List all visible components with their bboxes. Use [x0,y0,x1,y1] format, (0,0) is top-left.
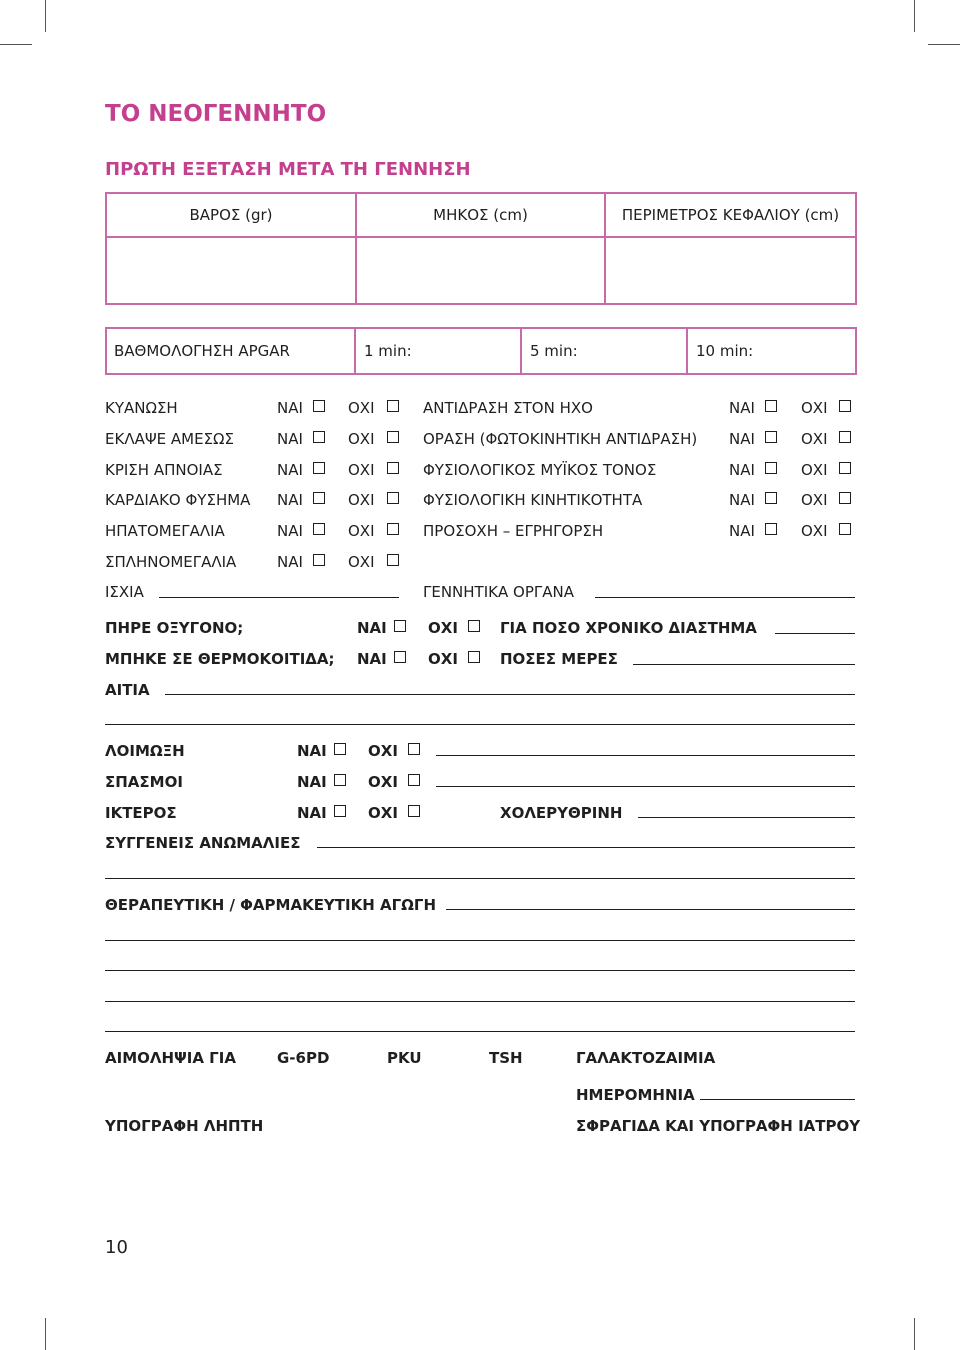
spasms-label: ΣΠΑΣΜΟΙ [105,773,183,791]
hip-input-line[interactable] [159,597,399,598]
no-label: ΟΧΙ [801,491,828,509]
apgar-10min[interactable]: 10 min: [696,342,754,360]
page-title: ΤΟ ΝΕΟΓΕΝΝΗΤΟ [105,101,327,127]
no-checkbox[interactable] [408,743,420,755]
table-divider [520,327,522,375]
no-label: ΟΧΙ [801,430,828,448]
infection-label: ΛΟΙΜΩΞΗ [105,742,185,760]
crop-mark [45,0,46,32]
no-checkbox[interactable] [387,523,399,535]
incubator-days-label: ΠΟΣΕΣ ΜΕΡΕΣ [500,650,618,668]
yes-label: ΝΑΙ [729,491,755,509]
infection-input-line[interactable] [436,755,855,756]
no-checkbox[interactable] [468,620,480,632]
no-label: ΟΧΙ [348,430,375,448]
anomalies-input-line[interactable] [317,847,855,848]
length-field[interactable] [358,239,603,303]
no-label: ΟΧΙ [368,742,398,760]
sound-reaction-label: ΑΝΤΙΔΡΑΣΗ ΣΤΟΝ ΗΧΟ [423,399,593,417]
crop-mark [0,44,32,45]
no-label: ΟΧΙ [801,399,828,417]
yes-checkbox[interactable] [313,400,325,412]
length-header: ΜΗΚΟΣ (cm) [433,206,528,224]
yes-label: ΝΑΙ [277,430,303,448]
doctor-signature-label: ΣΦΡΑΓΙΔΑ ΚΑΙ ΥΠΟΓΡΑΦΗ ΙΑΤΡΟΥ [576,1117,861,1135]
no-checkbox[interactable] [387,431,399,443]
yes-label: ΝΑΙ [357,619,387,637]
yes-checkbox[interactable] [313,523,325,535]
no-checkbox[interactable] [387,492,399,504]
blood-sampling-label: ΑΙΜΟΛΗΨΙΑ ΓΙΑ [105,1049,236,1067]
weight-header: ΒΑΡΟΣ (gr) [189,206,273,224]
date-input-line[interactable] [700,1099,855,1100]
incubator-label: ΜΠΗΚΕ ΣΕ ΘΕΡΜΟΚΟΙΤΙΔΑ; [105,650,335,668]
spasms-input-line[interactable] [436,786,855,787]
no-label: ΟΧΙ [348,399,375,417]
no-checkbox[interactable] [387,554,399,566]
test-galactosemia: ΓΑΛΑΚΤΟΖΑΙΜΙΑ [576,1049,716,1067]
cause-input-line[interactable] [165,694,855,695]
yes-checkbox[interactable] [765,431,777,443]
yes-label: ΝΑΙ [277,522,303,540]
sampler-signature-label: ΥΠΟΓΡΑΦΗ ΛΗΠΤΗ [105,1117,264,1135]
no-label: ΟΧΙ [428,650,458,668]
genitals-label: ΓΕΝΝΗΤΙΚΑ ΟΡΓΑΝΑ [423,583,574,601]
section-subtitle: ΠΡΩΤΗ ΕΞΕΤΑΣΗ ΜΕΤΑ ΤΗ ΓΕΝΝΗΣΗ [105,159,471,180]
oxygen-label: ΠΗΡΕ ΟΞΥΓΟΝΟ; [105,619,244,637]
yes-label: ΝΑΙ [277,553,303,571]
apgar-5min[interactable]: 5 min: [530,342,578,360]
genitals-input-line[interactable] [595,597,855,598]
cried-label: ΕΚΛΑΨΕ ΑΜΕΣΩΣ [105,430,234,448]
table-divider [354,327,356,375]
yes-label: ΝΑΙ [729,430,755,448]
cyanosis-label: ΚΥΑΝΩΣΗ [105,399,178,417]
weight-field[interactable] [108,239,354,303]
crop-mark [914,0,915,32]
date-label: ΗΜΕΡΟΜΗΝΙΑ [576,1086,695,1104]
crop-mark [928,44,960,45]
therapy-input-line[interactable] [446,909,855,910]
test-g6pd: G-6PD [277,1049,330,1067]
yes-checkbox[interactable] [765,492,777,504]
yes-checkbox[interactable] [765,400,777,412]
no-checkbox[interactable] [387,400,399,412]
therapy-input-line[interactable] [105,1001,855,1002]
no-label: ΟΧΙ [348,522,375,540]
yes-checkbox[interactable] [334,743,346,755]
bilirubin-label: ΧΟΛΕΡΥΘΡΙΝΗ [500,804,623,822]
yes-checkbox[interactable] [394,620,406,632]
yes-checkbox[interactable] [313,431,325,443]
cause-label: ΑΙΤΙΑ [105,681,150,699]
yes-checkbox[interactable] [765,462,777,474]
no-checkbox[interactable] [408,774,420,786]
incubator-days-input[interactable] [633,664,855,665]
head-circumference-header: ΠΕΡΙΜΕΤΡΟΣ ΚΕΦΑΛΙΟΥ (cm) [621,206,840,224]
therapy-input-line[interactable] [105,940,855,941]
test-tsh: TSH [489,1049,523,1067]
yes-checkbox[interactable] [313,492,325,504]
apgar-label: ΒΑΘΜΟΛΟΓΗΣΗ APGAR [114,342,290,360]
crop-mark [914,1318,915,1350]
oxygen-duration-input[interactable] [775,633,855,634]
no-label: ΟΧΙ [348,553,375,571]
yes-label: ΝΑΙ [297,773,327,791]
yes-checkbox[interactable] [394,651,406,663]
motility-label: ΦΥΣΙΟΛΟΓΙΚΗ ΚΙΝΗΤΙΚΟΤΗΤΑ [423,491,643,509]
no-label: ΟΧΙ [801,461,828,479]
yes-label: ΝΑΙ [277,491,303,509]
page-number: 10 [105,1237,128,1258]
bilirubin-input-line[interactable] [638,817,855,818]
yes-label: ΝΑΙ [277,399,303,417]
no-label: ΟΧΙ [428,619,458,637]
yes-label: ΝΑΙ [297,742,327,760]
no-label: ΟΧΙ [368,804,398,822]
no-checkbox[interactable] [839,523,851,535]
no-label: ΟΧΙ [368,773,398,791]
cause-input-line[interactable] [105,724,855,725]
yes-label: ΝΑΙ [297,804,327,822]
therapy-label: ΘΕΡΑΠΕΥΤΙΚΗ / ΦΑΡΜΑΚΕΥΤΙΚΗ ΑΓΩΓΗ [105,896,437,914]
jaundice-label: ΙΚΤΕΡΟΣ [105,804,177,822]
yes-checkbox[interactable] [334,805,346,817]
yes-checkbox[interactable] [313,554,325,566]
yes-label: ΝΑΙ [729,522,755,540]
heart-murmur-label: ΚΑΡΔΙΑΚΟ ΦΥΣΗΜΑ [105,491,251,509]
alertness-label: ΠΡΟΣΟΧΗ – ΕΓΡΗΓΟΡΣΗ [423,522,604,540]
oxygen-duration-label: ΓΙΑ ΠΟΣΟ ΧΡΟΝΙΚΟ ΔΙΑΣΤΗΜΑ [500,619,757,637]
yes-checkbox[interactable] [313,462,325,474]
anomalies-input-line[interactable] [105,878,855,879]
no-checkbox[interactable] [468,651,480,663]
yes-checkbox[interactable] [334,774,346,786]
head-circumference-field[interactable] [607,239,855,303]
splenomegaly-label: ΣΠΛΗΝΟΜΕΓΑΛΙΑ [105,553,237,571]
hepatomegaly-label: ΗΠΑΤΟΜΕΓΑΛΙΑ [105,522,225,540]
no-checkbox[interactable] [839,431,851,443]
hip-label: ΙΣΧΙΑ [105,583,144,601]
crop-mark [45,1318,46,1350]
yes-label: ΝΑΙ [277,461,303,479]
yes-label: ΝΑΙ [729,461,755,479]
yes-label: ΝΑΙ [357,650,387,668]
test-pku: PKU [387,1049,422,1067]
no-checkbox[interactable] [839,400,851,412]
therapy-input-line[interactable] [105,970,855,971]
no-label: ΟΧΙ [348,461,375,479]
table-divider [686,327,688,375]
therapy-input-line[interactable] [105,1031,855,1032]
no-checkbox[interactable] [839,462,851,474]
vision-label: ΟΡΑΣΗ (ΦΩΤΟΚΙΝΗΤΙΚΗ ΑΝΤΙΔΡΑΣΗ) [423,430,698,448]
anomalies-label: ΣΥΓΓΕΝΕΙΣ ΑΝΩΜΑΛΙΕΣ [105,834,301,852]
apgar-1min[interactable]: 1 min: [364,342,412,360]
no-checkbox[interactable] [387,462,399,474]
muscle-tone-label: ΦΥΣΙΟΛΟΓΙΚΟΣ ΜΥΪΚΟΣ ΤΟΝΟΣ [423,461,657,479]
yes-checkbox[interactable] [765,523,777,535]
yes-label: ΝΑΙ [729,399,755,417]
no-label: ΟΧΙ [801,522,828,540]
table-divider [105,236,857,238]
no-checkbox[interactable] [408,805,420,817]
no-label: ΟΧΙ [348,491,375,509]
no-checkbox[interactable] [839,492,851,504]
apnea-label: ΚΡΙΣΗ ΑΠΝΟΙΑΣ [105,461,223,479]
